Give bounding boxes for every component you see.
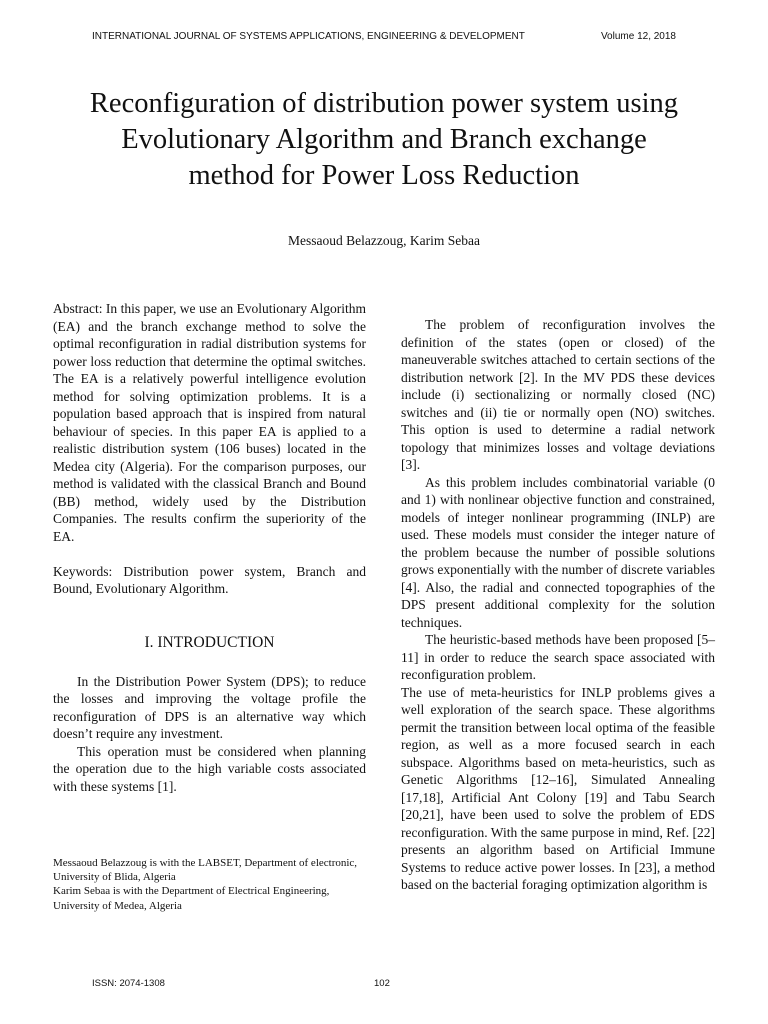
- author-list: Messaoud Belazzoug, Karim Sebaa: [288, 233, 480, 248]
- volume-info: Volume 12, 2018: [600, 31, 676, 42]
- right-paragraph-3: The heuristic-based methods have been proposed [5–11] in order to reduce the search space associated with reconfiguration problem.: [401, 632, 715, 682]
- keywords-paragraph: Keywords: Distribution power system, Branch and Bound, Evolutionary Algorithm.: [53, 563, 366, 596]
- paper-title: Reconfiguration of distribution power system using Evolutionary Algorithm and Branch exchange method for Power Loss Reduction: [89, 88, 679, 191]
- intro-paragraph-1: In the Distribution Power System (DPS); to reduce the losses and improving the voltage profile the reconfiguration of DPS is an alternative way which doesn’t require any investment.: [53, 673, 366, 741]
- issn-footer: ISSN: 2074-1308: [92, 978, 165, 989]
- page-number: 102: [374, 978, 390, 989]
- left-column: [53, 300, 366, 795]
- section-heading: I. INTRODUCTION: [144, 633, 275, 651]
- footnote-line-1: Messaoud Belazzoug is with the LABSET, Department of electronic, University of Blida, Algeria: [53, 857, 358, 884]
- right-column: [401, 316, 715, 894]
- intro-paragraph-2: This operation must be considered when planning the operation due to the high variable costs associated with these systems [1].: [53, 743, 366, 794]
- journal-name: INTERNATIONAL JOURNAL OF SYSTEMS APPLICATIONS, ENGINEERING & DEVELOPMENT: [92, 31, 525, 42]
- footnote-line-2: Karim Sebaa is with the Department of Electrical Engineering, University of Medea, Algeria: [53, 885, 330, 912]
- author-affiliation-footnote: [53, 856, 371, 913]
- abstract-paragraph: Abstract: In this paper, we use an Evolutionary Algorithm (EA) and the branch exchange method to solve the optimal reconfiguration in radial distribution systems for power loss reduction that determine the optimal switches. The EA is a relatively powerful intelligence evolution method for solving optimization problems. It is a population based approach that is inspired from natural behaviour of species. In this paper EA is applied to a realistic distribution system (106 buses) located in the Medea city (Algeria). For the comparison purposes, our method is validated with the classical Branch and Bound (BB) method, widely used by the Distribution Companies. The results confirm the superiority of the EA.: [53, 301, 366, 544]
- right-paragraph-2: As this problem includes combinatorial variable (0 and 1) with nonlinear objective function and constrained, models of integer nonlinear programming (INLP) are used. These models must consider the integer nature of the problem because the number of possible solutions grows exponentially with the number of discrete variables [4]. Also, the radial and connected topographies of the DPS present additional complexity for the solution techniques.: [401, 474, 715, 630]
- right-paragraph-4: The use of meta-heuristics for INLP problems gives a well exploration of the search space. These algorithms permit the transition between local optima of the feasible region, as well as a more focused search in each subspace. Algorithms based on meta-heuristics, such as Genetic Algorithms [12–16], Simulated Annealing [17,18], Artificial Ant Colony [19] and Tabu Search [20,21], have been used to solve the problem of EDS reconfiguration. With the same purpose in mind, Ref. [22] presents an algorithm based on Artificial Immune Systems to reduce active power losses. In [23], a method based on the bacterial foraging optimization algorithm is: [401, 684, 715, 892]
- right-paragraph-1: The problem of reconfiguration involves the definition of the states (open or closed) of the maneuverable switches attached to certain sections of the distribution network [2]. In the MV PDS these devices include (i) sectionalizing or normally closed (NC) switches and (ii) tie or normally open (NO) switches. This option is used to determine a radial network topology that minimizes losses and voltage deviations [3].: [401, 317, 715, 472]
- running-header: [92, 31, 676, 42]
